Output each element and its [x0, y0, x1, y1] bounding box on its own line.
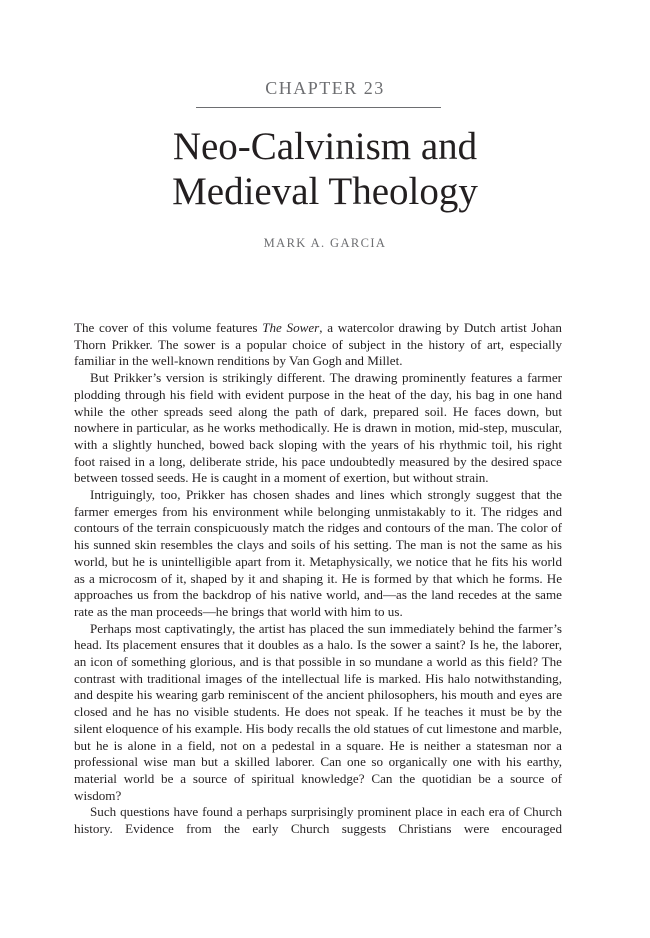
- chapter-divider-rule: [196, 107, 441, 108]
- paragraph-1-text-a: The cover of this volume features: [74, 320, 263, 335]
- chapter-title-line-1: Neo-Calvinism and: [172, 125, 478, 168]
- chapter-body: [74, 320, 562, 838]
- artwork-title: The Sower: [262, 320, 320, 335]
- paragraph-5: Such questions have found a perhaps surprisingly prominent place in each era of Church history. Evidence from the early Church suggests Christians were encouraged: [74, 804, 562, 837]
- paragraph-1-text-b: , a watercolor drawing by Dutch artist Johan Thorn Prikker. The sower is a popular choice of subject in the history of art, especially familiar in the well-known renditions by Van Gogh and Millet.: [74, 320, 562, 369]
- chapter-author: MARK A. GARCIA: [263, 236, 387, 250]
- chapter-title-line-2: Medieval Theology: [172, 170, 478, 213]
- paragraph-3: Intriguingly, too, Prikker has chosen shades and lines which strongly suggest that the farmer emerges from his environment while belonging unmistakably to it. The ridges and contours of the terrain conspicuously match the ridges and contours of the man. The color of his sunned skin resembles the clays and soils of his setting. The man is not the same as his world, but he is unintelligible apart from it. Metaphysically, we notice that he fits his world as a microcosm of it, shaped by it and shaping it. He is formed by that which he forms. He approaches us from the backdrop of his native world, and—as the land recedes at the same rate as the man proceeds—he brings that world with him to us.: [74, 487, 562, 619]
- chapter-number: CHAPTER 23: [265, 78, 385, 98]
- chapter-title: [0, 124, 650, 214]
- paragraph-4: Perhaps most captivatingly, the artist has placed the sun immediately behind the farmer’s head. Its placement ensures that it doubles as a halo. Is the sower a saint? Is he, the laborer, an icon of something glorious, and is that possible in so mundane a world as this field? The contrast with traditional images of the intellectual life is marked. His halo notwithstanding, and despite his wearing garb reminiscent of the ancient philosophers, his mouth and eyes are closed and he has no visible students. He does not speak. If he teaches it must be by the silent eloquence of his example. His body recalls the old statues of cut limestone and marble, but he is alone in a field, not on a pedestal in a square. He is neither a statesman nor a professional wise man but a skilled laborer. Can one so organically one with his earthy, material world be a source of spiritual knowledge? Can the quotidian be a source of wisdom?: [74, 620, 562, 803]
- paragraph-2: But Prikker’s version is strikingly different. The drawing prominently features a farmer plodding through his field with evident purpose in the heat of the day, his bag in one hand while the other spreads seed along the path of dark, prepared soil. He faces down, but nowhere in particular, as he works methodically. He is drawn in motion, mid-step, muscular, with a slightly hunched, bowed back sloping with the years of his rhythmic toil, his right foot raised in a long, deliberate stride, his pace undoubtedly measured by the desired space between tossed seeds. He is caught in a moment of exertion, but without strain.: [74, 370, 562, 486]
- paragraph-1: [74, 320, 562, 370]
